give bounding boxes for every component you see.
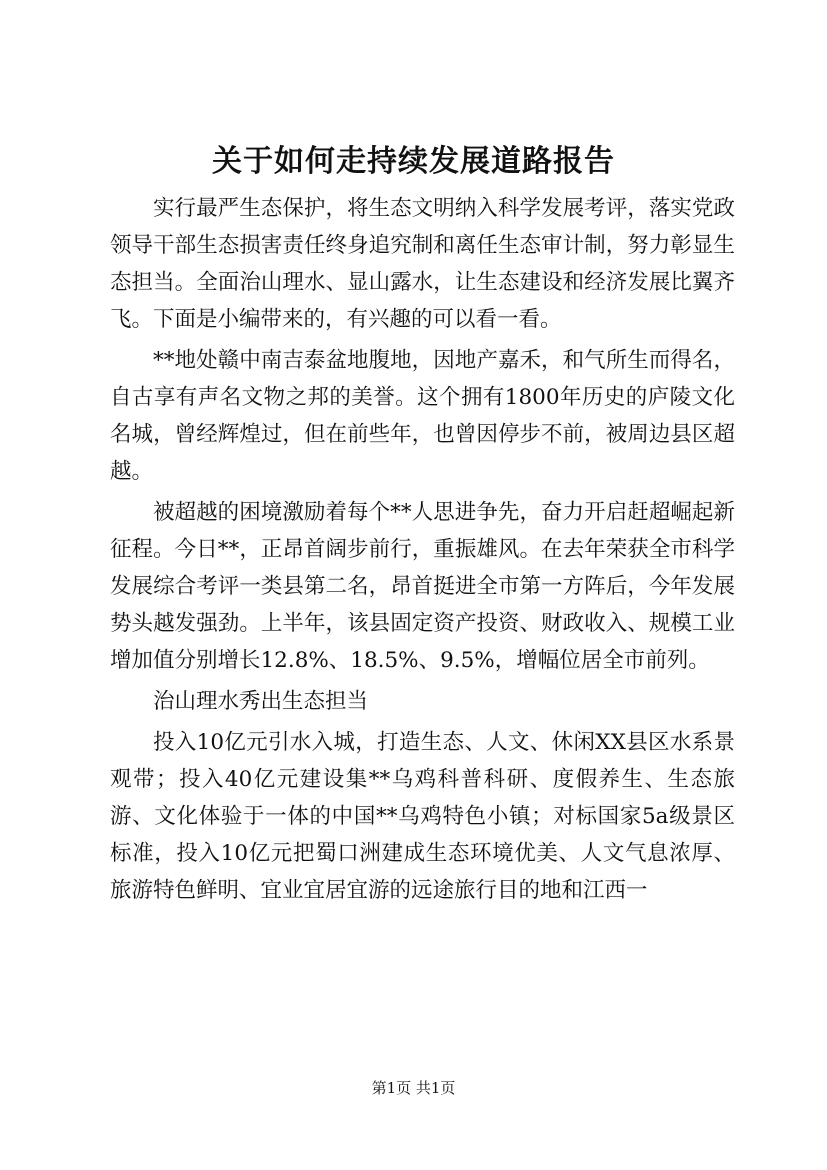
paragraph-investment: 投入10亿元引水入城，打造生态、人文、休闲XX县区水系景观带；投入40亿元建设集**乌鸡科普科研、度假养生、生态旅游、文化体验于一体的中国**乌鸡特色小镇；对标国家5a级景区标准，投入10亿元把蜀口洲建成生态环境优美、人文气息浓厚、旅游特色鲜明、宜业宜居宜游的远途旅行目的地和江西一	[110, 730, 735, 903]
document-body	[110, 190, 735, 913]
section-heading: 治山理水秀出生态担当	[153, 689, 369, 714]
paragraph-development: 被超越的困境激励着每个**人思进争先，奋力开启赶超崛起新征程。今日**，正昂首阔步前行，重振雄风。在去年荣获全市科学发展综合考评一类县第二名，昂首挺进全市第一方阵后，今年发展势头越发强劲。上半年，该县固定资产投资、财政收入、规模工业增加值分别增长12.8%、18.5%、9.5%，增幅位居全市前列。	[110, 500, 735, 673]
document-title: 关于如何走持续发展道路报告	[212, 144, 615, 179]
paragraph-intro: 实行最严生态保护，将生态文明纳入科学发展考评，落实党政领导干部生态损害责任终身追究制和离任生态审计制，努力彰显生态担当。全面治山理水、显山露水，让生态建设和经济发展比翼齐飞。下面是小编带来的，有兴趣的可以看一看。	[110, 196, 735, 332]
page-footer: 第1页 共1页	[371, 1079, 456, 1097]
paragraph-location: **地处赣中南吉泰盆地腹地，因地产嘉禾，和气所生而得名，自古享有声名文物之邦的美誉。这个拥有1800年历史的庐陵文化名城，曾经辉煌过，但在前些年，也曾因停步不前，被周边县区超越。	[110, 348, 735, 484]
